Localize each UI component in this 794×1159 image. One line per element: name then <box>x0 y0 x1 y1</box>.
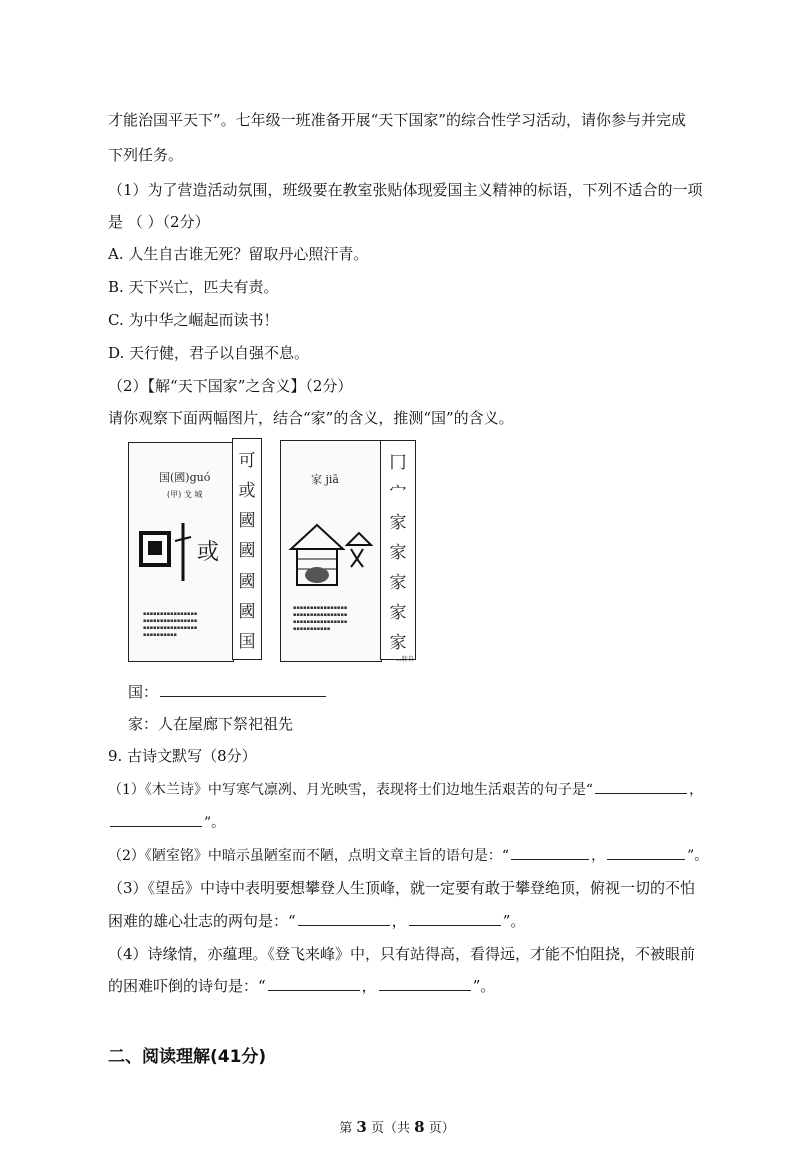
jia-glyph-7: 家 <box>389 632 407 653</box>
jia-glyph-2: 宀 <box>389 482 407 503</box>
q1-option-c: C. 为中华之崛起而读书！ <box>108 311 279 329</box>
q9-p3-text: 困难的雄心壮志的两句是：“ <box>108 912 296 930</box>
figure-credit: ...转自 <box>396 656 414 663</box>
jia-panel <box>280 440 382 662</box>
guo-answer-row <box>128 682 328 702</box>
guo-glyph-3: 國 <box>238 511 256 532</box>
q9-p1-row <box>108 779 703 800</box>
jia-glyph-1: 冂 <box>389 452 407 473</box>
q9-p3-line-1: （3）《望岳》中诗中表明要想攀登人生顶峰，就一定要有敢于攀登绝顶，俯视一切的不怕 <box>108 879 696 897</box>
svg-text:或: 或 <box>197 540 220 565</box>
guo-glyph-6: 國 <box>238 602 256 623</box>
jia-panel-title: 家 jiā <box>311 473 339 486</box>
q9-p2-comma: ， <box>591 848 606 864</box>
q2-title: （2）【解“天下国家”之含义】（2分） <box>108 377 353 395</box>
page-number: 3 <box>356 1118 367 1136</box>
guo-glyph-5: 國 <box>238 571 256 592</box>
guo-glyph-7: 国 <box>238 632 256 653</box>
q9-p1-end: ”。 <box>204 815 226 831</box>
q9-p1-text: （1）《木兰诗》中写寒气凛冽、月光映雪，表现将士们边地生活艰苦的句子是“ <box>108 782 594 798</box>
q9-p3-end: ”。 <box>502 912 526 930</box>
q1-option-b: B. 天下兴亡，匹夫有责。 <box>108 278 279 296</box>
footer-middle: 页（共 <box>366 1121 415 1136</box>
q9-p1-blank-2[interactable] <box>110 812 202 827</box>
guo-panel-title: 国(國)guó <box>159 471 211 484</box>
q9-p1-blank-1[interactable] <box>595 779 687 794</box>
guo-panel-subtitle: (甲) 戈 城 <box>167 490 203 499</box>
q9-p2-blank-2[interactable] <box>607 845 685 860</box>
q2-instruction: 请你观察下面两幅图片，结合“家”的含义，推测“国”的含义。 <box>108 409 514 427</box>
q9-p2-row <box>108 845 708 866</box>
q9-p2-end: ”。 <box>687 848 709 864</box>
q1-stem-2: 是 （ ）（2分） <box>108 213 210 231</box>
q9-p4-blank-2[interactable] <box>379 976 471 991</box>
jia-evolution-strip <box>380 440 416 660</box>
q9-p2-text: （2）《陋室铭》中暗示虽陋室而不陋，点明文章主旨的语句是：“ <box>108 848 510 864</box>
guo-panel-note: ▪▪▪▪▪▪▪▪▪▪▪▪▪▪▪▪ ▪▪▪▪▪▪▪▪▪▪▪▪▪▪▪▪ ▪▪▪▪▪▪▪▪▪▪▪▪▪▪▪▪ ▪▪▪▪▪▪▪▪▪▪ <box>143 611 198 638</box>
guo-answer-blank[interactable] <box>160 682 326 697</box>
guo-jia-figure <box>128 438 426 664</box>
q9-p3-blank-2[interactable] <box>409 911 501 926</box>
q9-p1-comma: ， <box>689 782 704 798</box>
jia-glyph-6: 家 <box>389 602 407 623</box>
q9-p4-blank-1[interactable] <box>268 976 360 991</box>
q9-p4-line-1: （4）诗缘情，亦蕴理。《登飞来峰》中，只有站得高，看得远，才能不怕阻挠，不被眼前 <box>108 945 696 963</box>
guo-glyph-1: 可 <box>238 450 256 471</box>
jia-glyph-5: 家 <box>389 572 407 593</box>
intro-line-2: 下列任务。 <box>108 146 184 164</box>
footer-prefix: 第 <box>339 1121 357 1136</box>
page-footer <box>0 1117 794 1136</box>
guo-evolution-strip <box>232 438 262 660</box>
guo-oracle-glyph-icon <box>139 523 225 583</box>
guo-glyph-2: 或 <box>238 480 256 501</box>
jia-glyph-3: 家 <box>389 512 407 533</box>
intro-line-1: 才能治国平天下”。七年级一班准备开展“天下国家”的综合性学习活动，请你参与并完成 <box>108 111 687 129</box>
guo-answer-label: 国： <box>128 683 159 701</box>
q9-p3-blank-1[interactable] <box>298 911 390 926</box>
q1-option-a: A. 人生自古谁无死？留取丹心照汗青。 <box>108 245 369 263</box>
guo-panel <box>128 442 234 662</box>
q1-option-d: D. 天行健，君子以自强不息。 <box>108 344 310 362</box>
q9-p4-row-2 <box>108 976 495 996</box>
jia-house-drawing-icon <box>285 519 377 589</box>
q9-p2-blank-1[interactable] <box>511 845 589 860</box>
q9-p3-row-2 <box>108 911 525 931</box>
jia-glyph-4: 家 <box>389 542 407 563</box>
q9-p3-comma: ， <box>391 912 407 930</box>
q1-stem-1: （1）为了营造活动氛围，班级要在教室张贴体现爱国主义精神的标语，下列不适合的一项 <box>108 181 703 199</box>
jia-answer: 家：人在屋廊下祭祀祖先 <box>128 715 294 733</box>
section-2-heading: 二、阅读理解(41分) <box>108 1047 267 1067</box>
page-total: 8 <box>414 1118 425 1136</box>
jia-panel-note: ▪▪▪▪▪▪▪▪▪▪▪▪▪▪▪▪ ▪▪▪▪▪▪▪▪▪▪▪▪▪▪▪▪ ▪▪▪▪▪▪▪▪▪▪▪▪▪▪▪▪ ▪▪▪▪▪▪▪▪▪▪▪ <box>293 605 348 632</box>
q9-p1-row-2 <box>108 812 225 833</box>
q9-p4-comma: ， <box>361 977 377 995</box>
footer-suffix: 页） <box>424 1121 455 1136</box>
q9-p4-end: ”。 <box>472 977 496 995</box>
q9-p4-text: 的困难吓倒的诗句是：“ <box>108 977 266 995</box>
guo-glyph-4: 國 <box>238 541 256 562</box>
q9-title: 9. 古诗文默写（8分） <box>108 747 257 765</box>
